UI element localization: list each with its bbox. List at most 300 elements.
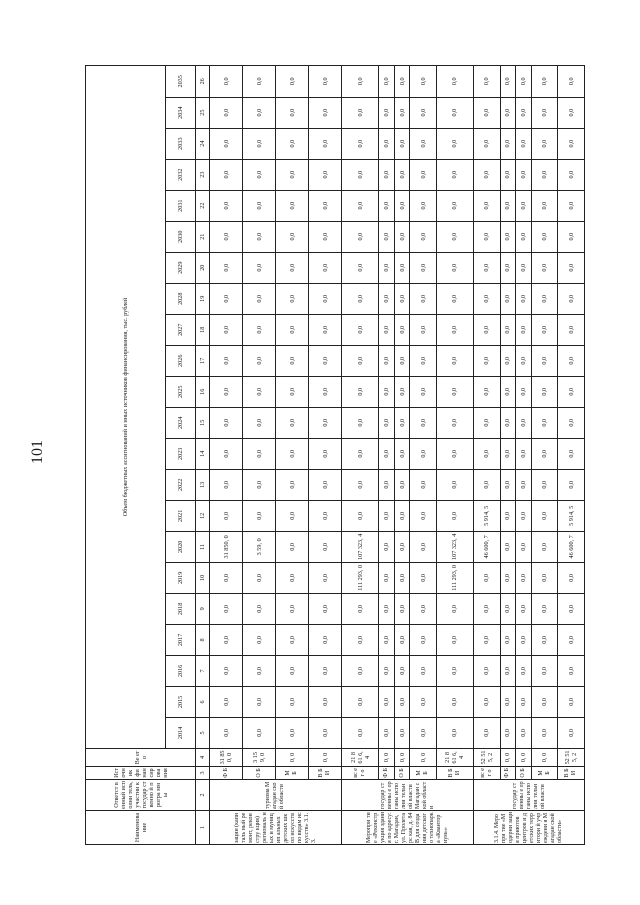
column-number: 8 — [196, 624, 210, 655]
year-value: 0,0 — [474, 469, 501, 500]
year-value: 0,0 — [243, 407, 276, 438]
year-value: 0,0 — [379, 624, 395, 655]
year-value: 0,0 — [436, 593, 473, 624]
year-value: 0,0 — [500, 531, 516, 562]
year-value: 0,0 — [410, 407, 436, 438]
year-value: 0,0 — [210, 593, 243, 624]
table-row — [516, 66, 532, 845]
year-value: 0,0 — [410, 655, 436, 686]
year-value: 0,0 — [436, 469, 473, 500]
column-number: 25 — [196, 97, 210, 128]
year-value: 0,0 — [436, 97, 473, 128]
year-value: 0,0 — [379, 314, 395, 345]
year-value: 0,0 — [394, 469, 410, 500]
total-amount: 0, 0 — [410, 748, 436, 766]
year-value: 0,0 — [243, 97, 276, 128]
year-value: 0,0 — [410, 500, 436, 531]
year-value: 0,0 — [474, 283, 501, 314]
year-value: 0,0 — [410, 345, 436, 376]
year-value: 0,0 — [243, 562, 276, 593]
year-value: 0,0 — [410, 686, 436, 717]
year-value: 0,0 — [379, 376, 395, 407]
year-value: 0,0 — [243, 469, 276, 500]
year-value: 0,0 — [243, 686, 276, 717]
year-value: 107 323, 4 — [342, 531, 379, 562]
year-value: 0,0 — [500, 190, 516, 221]
table-row — [243, 66, 276, 845]
year-header: 2030 — [166, 221, 196, 252]
year-value: 0,0 — [500, 376, 516, 407]
year-value: 0,0 — [342, 407, 379, 438]
year-value: 0,0 — [309, 190, 342, 221]
year-value: 0,0 — [558, 438, 585, 469]
year-header: 2032 — [166, 159, 196, 190]
year-value: 0,0 — [210, 128, 243, 159]
year-value: 0,0 — [436, 252, 473, 283]
year-value: 0,0 — [500, 624, 516, 655]
funding-source: В Б И — [558, 766, 585, 779]
column-number: 1 — [196, 810, 210, 844]
year-value: 0,0 — [243, 190, 276, 221]
year-value: 0,0 — [500, 314, 516, 345]
year-value: 0,0 — [276, 66, 309, 98]
year-value: 0,0 — [276, 376, 309, 407]
total-amount: 52 51 5, 2 — [558, 748, 585, 766]
rotated-table-container — [85, 65, 585, 845]
total-amount: 21 8 61 6, 4 — [342, 748, 379, 766]
column-number: 17 — [196, 345, 210, 376]
responsible-executor: государ ственны е органы исполни тельной власти — [474, 779, 585, 810]
year-value: 0,0 — [500, 221, 516, 252]
year-value: 0,0 — [309, 655, 342, 686]
year-value: 0,0 — [474, 97, 501, 128]
year-value: 0,0 — [394, 624, 410, 655]
year-value: 0,0 — [531, 376, 558, 407]
table-row — [436, 66, 473, 845]
year-value: 0,0 — [342, 128, 379, 159]
total-amount: 3 15 9, 0 — [243, 748, 276, 766]
year-value: 0,0 — [500, 469, 516, 500]
funding-source: О Б — [243, 766, 276, 779]
column-number: 16 — [196, 376, 210, 407]
year-value: 0,0 — [342, 66, 379, 98]
header-total: Ве ег о — [86, 748, 196, 766]
year-value: 0,0 — [309, 221, 342, 252]
year-value: 0,0 — [276, 190, 309, 221]
table-row — [410, 66, 436, 845]
year-value: 0,0 — [436, 221, 473, 252]
year-value: 31 850, 0 — [210, 531, 243, 562]
year-value: 0,0 — [558, 624, 585, 655]
table-row — [500, 66, 516, 845]
year-value: 0,0 — [394, 717, 410, 748]
year-value: 0,0 — [531, 655, 558, 686]
year-value: 0,0 — [531, 469, 558, 500]
year-value: 0,0 — [410, 66, 436, 98]
year-value: 0,0 — [243, 500, 276, 531]
year-value: 0,0 — [531, 531, 558, 562]
year-value: 111 293, 0 — [436, 562, 473, 593]
year-value: 0,0 — [394, 97, 410, 128]
funding-source: М Б — [410, 766, 436, 779]
year-value: 0,0 — [516, 128, 532, 159]
year-value: 0,0 — [342, 624, 379, 655]
year-value: 0,0 — [516, 686, 532, 717]
year-value: 0,0 — [500, 283, 516, 314]
year-value: 0,0 — [410, 221, 436, 252]
year-value: 0,0 — [474, 717, 501, 748]
year-value: 0,0 — [410, 469, 436, 500]
year-value: 0,0 — [558, 252, 585, 283]
year-value: 0,0 — [276, 531, 309, 562]
year-value: 0,0 — [500, 407, 516, 438]
year-header: 2014 — [166, 717, 196, 748]
column-number: 13 — [196, 469, 210, 500]
year-value: 0,0 — [210, 314, 243, 345]
year-value: 0,0 — [309, 500, 342, 531]
year-value: 0,0 — [309, 562, 342, 593]
year-value: 0,0 — [558, 314, 585, 345]
year-value: 0,0 — [531, 407, 558, 438]
year-value: 0,0 — [474, 190, 501, 221]
year-value: 0,0 — [210, 407, 243, 438]
year-value: 0,0 — [309, 438, 342, 469]
table-row — [558, 66, 585, 845]
year-value: 0,0 — [516, 252, 532, 283]
funding-source: вс ег о — [474, 766, 501, 779]
year-header: 2022 — [166, 469, 196, 500]
year-value: 0,0 — [394, 562, 410, 593]
year-header: 2033 — [166, 128, 196, 159]
year-value: 0,0 — [474, 66, 501, 98]
year-value: 0,0 — [276, 97, 309, 128]
year-value: 0,0 — [531, 438, 558, 469]
year-value: 0,0 — [276, 686, 309, 717]
year-value: 0,0 — [500, 438, 516, 469]
year-value: 0,0 — [276, 283, 309, 314]
year-value: 0,0 — [516, 500, 532, 531]
year-value: 0,0 — [500, 593, 516, 624]
year-value: 0,0 — [342, 97, 379, 128]
year-header: 2027 — [166, 314, 196, 345]
year-value: 111 293, 0 — [342, 562, 379, 593]
year-value: 0,0 — [531, 314, 558, 345]
year-value: 0,0 — [500, 500, 516, 531]
funding-source: Ф Б — [500, 766, 516, 779]
year-value: 0,0 — [436, 686, 473, 717]
year-value: 0,0 — [474, 655, 501, 686]
column-number: 10 — [196, 562, 210, 593]
table-row — [394, 66, 410, 845]
year-header: 2020 — [166, 531, 196, 562]
total-amount: 0, 0 — [276, 748, 309, 766]
year-value: 0,0 — [342, 376, 379, 407]
year-value: 0,0 — [379, 717, 395, 748]
year-value: 0,0 — [210, 717, 243, 748]
year-value: 0,0 — [379, 562, 395, 593]
year-value: 0,0 — [474, 345, 501, 376]
year-value: 0,0 — [394, 686, 410, 717]
year-value: 0,0 — [276, 624, 309, 655]
funding-source: М Б — [276, 766, 309, 779]
year-value: 0,0 — [558, 66, 585, 98]
year-value: 0,0 — [436, 314, 473, 345]
year-value: 0,0 — [276, 655, 309, 686]
total-amount: 0, 0 — [531, 748, 558, 766]
year-value: 0,0 — [243, 128, 276, 159]
year-value: 0,0 — [379, 593, 395, 624]
year-value: 0,0 — [342, 469, 379, 500]
year-value: 0,0 — [276, 407, 309, 438]
year-value: 0,0 — [474, 221, 501, 252]
year-value: 0,0 — [394, 655, 410, 686]
column-number: 19 — [196, 283, 210, 314]
year-value: 0,0 — [558, 283, 585, 314]
year-value: 0,0 — [410, 624, 436, 655]
year-value: 0,0 — [342, 190, 379, 221]
total-amount: 0, 0 — [379, 748, 395, 766]
year-value: 0,0 — [309, 128, 342, 159]
year-header: 2023 — [166, 438, 196, 469]
year-value: 0,0 — [558, 159, 585, 190]
year-value: 0,0 — [516, 314, 532, 345]
year-value: 0,0 — [309, 531, 342, 562]
year-value: 0,0 — [410, 717, 436, 748]
year-value: 0,0 — [394, 500, 410, 531]
year-value: 0,0 — [410, 376, 436, 407]
year-value: 5 914, 5 — [474, 500, 501, 531]
year-value: 0,0 — [474, 128, 501, 159]
year-value: 0,0 — [309, 314, 342, 345]
year-value: 0,0 — [410, 283, 436, 314]
year-value: 0,0 — [394, 252, 410, 283]
total-amount: 21 8 61 6, 4 — [436, 748, 473, 766]
total-amount: 52 51 5, 2 — [474, 748, 501, 766]
year-value: 0,0 — [342, 252, 379, 283]
year-value: 0,0 — [243, 66, 276, 98]
year-value: 0,0 — [474, 686, 501, 717]
year-value: 0,0 — [210, 562, 243, 593]
year-value: 0,0 — [243, 717, 276, 748]
year-value: 0,0 — [531, 66, 558, 98]
year-header: 2026 — [166, 345, 196, 376]
year-value: 0,0 — [436, 66, 473, 98]
funding-source: В Б И — [309, 766, 342, 779]
year-value: 0,0 — [309, 283, 342, 314]
column-number: 18 — [196, 314, 210, 345]
year-value: 0,0 — [516, 438, 532, 469]
year-value: 0,0 — [474, 376, 501, 407]
year-value: 0,0 — [210, 190, 243, 221]
year-value: 0,0 — [516, 717, 532, 748]
page-number: 101 — [29, 440, 46, 464]
year-value: 0,0 — [394, 66, 410, 98]
year-value: 0,0 — [210, 66, 243, 98]
year-value: 0,0 — [379, 531, 395, 562]
year-value: 0,0 — [243, 314, 276, 345]
year-value: 0,0 — [436, 717, 473, 748]
column-number: 5 — [196, 717, 210, 748]
year-value: 0,0 — [500, 686, 516, 717]
year-value: 0,0 — [531, 686, 558, 717]
column-number: 4 — [196, 748, 210, 766]
year-value: 0,0 — [558, 407, 585, 438]
year-value: 0,0 — [342, 159, 379, 190]
year-value: 0,0 — [410, 593, 436, 624]
header-responsible: Ответст венный исполни тель, участни к государ ственно й програ ммы — [86, 779, 196, 810]
year-value: 0,0 — [394, 221, 410, 252]
year-value: 0,0 — [210, 97, 243, 128]
year-value: 0,0 — [309, 717, 342, 748]
column-number: 22 — [196, 190, 210, 221]
year-value: 0,0 — [558, 717, 585, 748]
year-value: 0,0 — [379, 190, 395, 221]
year-value: 0,0 — [394, 438, 410, 469]
year-value: 0,0 — [436, 376, 473, 407]
year-value: 0,0 — [410, 531, 436, 562]
year-value: 0,0 — [243, 593, 276, 624]
year-value: 5 914, 5 — [558, 500, 585, 531]
year-value: 0,0 — [474, 438, 501, 469]
year-value: 0,0 — [210, 283, 243, 314]
year-value: 0,0 — [531, 593, 558, 624]
year-value: 107 323, 4 — [436, 531, 473, 562]
year-value: 0,0 — [342, 500, 379, 531]
funding-source: М Б — [531, 766, 558, 779]
year-value: 0,0 — [276, 221, 309, 252]
table-row — [342, 66, 379, 845]
year-value: 46 600, 7 — [474, 531, 501, 562]
year-value: 0,0 — [243, 283, 276, 314]
year-header: 2035 — [166, 66, 196, 98]
year-value: 0,0 — [210, 159, 243, 190]
year-value: 0,0 — [531, 562, 558, 593]
year-value: 0,0 — [379, 407, 395, 438]
year-value: 0,0 — [394, 159, 410, 190]
year-value: 0,0 — [436, 438, 473, 469]
year-value: 0,0 — [558, 593, 585, 624]
year-value: 0,0 — [436, 128, 473, 159]
year-value: 0,0 — [379, 66, 395, 98]
year-value: 0,0 — [531, 252, 558, 283]
year-value: 0,0 — [210, 345, 243, 376]
year-value: 0,0 — [500, 128, 516, 159]
year-value: 0,0 — [309, 97, 342, 128]
year-value: 0,0 — [531, 717, 558, 748]
year-value: 0,0 — [516, 407, 532, 438]
year-header: 2025 — [166, 376, 196, 407]
year-value: 0,0 — [394, 283, 410, 314]
column-number: 14 — [196, 438, 210, 469]
year-value: 0,0 — [276, 469, 309, 500]
column-number: 20 — [196, 252, 210, 283]
year-value: 0,0 — [309, 252, 342, 283]
year-value: 0,0 — [379, 438, 395, 469]
funding-source: О Б — [516, 766, 532, 779]
year-value: 0,0 — [379, 345, 395, 376]
year-value: 0,0 — [394, 376, 410, 407]
year-value: 0,0 — [436, 283, 473, 314]
column-number: 2 — [196, 779, 210, 810]
total-amount: 0, 0 — [516, 748, 532, 766]
total-amount: 0, 0 — [394, 748, 410, 766]
year-value: 0,0 — [558, 190, 585, 221]
year-value: 0,0 — [474, 562, 501, 593]
table-row — [276, 66, 309, 845]
year-value: 0,0 — [436, 624, 473, 655]
year-value: 0,0 — [436, 407, 473, 438]
year-value: 0,0 — [558, 686, 585, 717]
table-row — [531, 66, 558, 845]
year-value: 0,0 — [474, 624, 501, 655]
year-value: 0,0 — [500, 159, 516, 190]
responsible-executor: туризма Магадан ской области — [210, 779, 342, 810]
year-header: 2017 — [166, 624, 196, 655]
funding-source: О Б — [394, 766, 410, 779]
year-value: 0,0 — [516, 345, 532, 376]
year-value: 0,0 — [210, 252, 243, 283]
year-value: 0,0 — [516, 190, 532, 221]
year-value: 0,0 — [309, 159, 342, 190]
year-header: 2021 — [166, 500, 196, 531]
year-header: 2024 — [166, 407, 196, 438]
year-value: 0,0 — [558, 128, 585, 159]
column-number: 21 — [196, 221, 210, 252]
year-value: 0,0 — [394, 345, 410, 376]
year-value: 0,0 — [379, 252, 395, 283]
year-value: 0,0 — [342, 345, 379, 376]
year-value: 0,0 — [210, 686, 243, 717]
year-value: 0,0 — [531, 128, 558, 159]
column-number: 3 — [196, 766, 210, 779]
year-value: 0,0 — [379, 469, 395, 500]
column-number: 12 — [196, 500, 210, 531]
year-value: 0,0 — [474, 407, 501, 438]
table-row — [309, 66, 342, 845]
year-value: 0,0 — [243, 345, 276, 376]
table-row — [474, 66, 501, 845]
year-value: 0,0 — [342, 221, 379, 252]
year-value: 0,0 — [558, 376, 585, 407]
year-value: 0,0 — [276, 717, 309, 748]
year-value: 0,0 — [516, 159, 532, 190]
year-value: 0,0 — [516, 97, 532, 128]
year-value: 0,0 — [410, 562, 436, 593]
year-value: 0,0 — [474, 252, 501, 283]
year-value: 0,0 — [436, 159, 473, 190]
header-source: Источник финансирования — [86, 766, 196, 779]
year-value: 0,0 — [436, 655, 473, 686]
funding-source: В Б И — [436, 766, 473, 779]
year-header: 2015 — [166, 686, 196, 717]
year-value: 0,0 — [243, 624, 276, 655]
header-volume: Объем бюджетных ассигнований и иных источников финансирования, тыс. рублей — [86, 66, 166, 749]
year-value: 0,0 — [342, 717, 379, 748]
year-value: 0,0 — [531, 624, 558, 655]
year-value: 0,0 — [516, 283, 532, 314]
year-value: 0,0 — [394, 190, 410, 221]
column-number: 24 — [196, 128, 210, 159]
year-value: 0,0 — [379, 97, 395, 128]
funding-source: Ф Б — [210, 766, 243, 779]
year-value: 0,0 — [410, 438, 436, 469]
year-value: 0,0 — [531, 283, 558, 314]
year-value: 0,0 — [531, 345, 558, 376]
year-value: 0,0 — [558, 562, 585, 593]
year-value: 0,0 — [516, 221, 532, 252]
column-number: 9 — [196, 593, 210, 624]
year-value: 0,0 — [410, 190, 436, 221]
